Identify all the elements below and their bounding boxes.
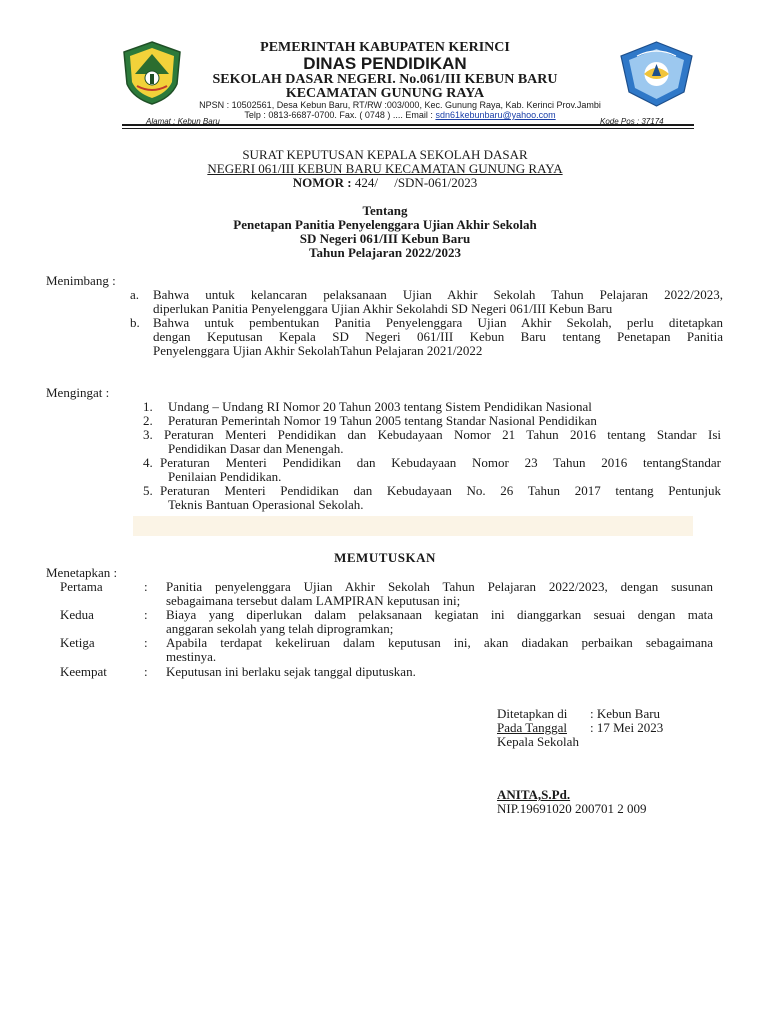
mengingat-item-3: [164, 428, 721, 456]
menimbang-b-line: Bahwa untuk pembentukan Panitia Penyelenggara Ujian Akhir Sekolah, perlu ditetapkan: [153, 315, 723, 330]
letterhead-rule-thin: [122, 128, 694, 129]
mengingat-label: Mengingat :: [46, 385, 110, 400]
menimbang-a-line: diperlukan Panitia Penyelenggara Ujian Akhir Sekolahdi SD Negeri 061/III Kebun Baru: [153, 301, 613, 316]
menimbang-item-a: [153, 288, 723, 316]
tut-wuri-handayani-logo: [619, 40, 694, 108]
mengingat-3-line: Pendidikan Dasar dan Menengah.: [168, 441, 344, 456]
menetapkan-colon: :: [144, 579, 148, 594]
menetapkan-label: Menetapkan :: [46, 565, 118, 580]
mengingat-item-5: [160, 484, 721, 512]
mengingat-4-line: Peraturan Menteri Pendidikan dan Kebudayaan Nomor 23 Tahun 2016 tentangStandar: [160, 455, 721, 470]
letterhead-address-left: Alamat : Kebun Baru: [146, 117, 220, 126]
pertama-line: Panitia penyelenggara Ujian Akhir Sekolah Tahun Pelajaran 2022/2023, dengan susunan: [166, 579, 713, 594]
menetapkan-text-ketiga: [166, 636, 713, 664]
decree-title-line2: NEGERI 061/III KEBUN BARU KECAMATAN GUNUNG RAYA: [207, 161, 563, 176]
mengingat-marker-2: 2.: [143, 413, 153, 428]
menetapkan-term-keempat: Keempat: [60, 664, 107, 679]
menimbang-marker-a: a.: [130, 287, 140, 302]
letterhead-contact-address: NPSN : 10502561, Desa Kebun Baru, RT/RW :003/000, Kec. Gunung Raya, Kab. Kerinci Prov.Jambi: [199, 100, 601, 110]
menetapkan-text-pertama: [166, 580, 713, 608]
menetapkan-term-ketiga: Ketiga: [60, 635, 95, 650]
letterhead-department: DINAS PENDIDIKAN: [303, 54, 467, 73]
sign-date-value: : 17 Mei 2023: [590, 720, 664, 735]
decree-title-line1: SURAT KEPUTUSAN KEPALA SEKOLAH DASAR: [242, 147, 528, 162]
mengingat-item-2: Peraturan Pemerintah Nomor 19 Tahun 2005 tentang Standar Nasional Pendidikan: [168, 413, 597, 428]
memutuskan-heading: MEMUTUSKAN: [334, 550, 436, 565]
ketiga-line: Apabila terdapat kekeliruan dalam keputusan ini, akan diadakan perbaikan sebagaimana: [166, 635, 713, 650]
kedua-line: anggaran sekolah yang telah diprogramkan;: [166, 621, 394, 636]
letterhead-phone-fax: Telp : 0813-6687-0700. Fax. ( 0748 ) .... Email :: [244, 110, 436, 120]
letterhead-government: PEMERINTAH KABUPATEN KERINCI: [260, 40, 510, 55]
sign-date-row: [497, 721, 675, 735]
subject-line2: SD Negeri 061/III Kebun Baru: [299, 231, 471, 246]
mengingat-item-4: [160, 456, 721, 484]
letterhead-district: KECAMATAN GUNUNG RAYA: [285, 86, 485, 101]
menetapkan-text-keempat: Keputusan ini berlaku sejak tanggal diputuskan.: [166, 664, 416, 679]
menimbang-marker-b: b.: [130, 315, 140, 330]
letterhead-postal-code: Kode Pos : 37174: [600, 117, 664, 126]
letterhead-school: SEKOLAH DASAR NEGERI. No.061/III KEBUN BARU: [212, 72, 558, 87]
mengingat-marker-3: 3.: [143, 427, 153, 442]
mengingat-marker-5: 5.: [143, 483, 153, 498]
menetapkan-colon: :: [144, 635, 148, 650]
menetapkan-colon: :: [144, 664, 148, 679]
mengingat-5-line: Peraturan Menteri Pendidikan dan Kebudayaan No. 26 Tahun 2017 tentang Pentunjuk: [160, 483, 721, 498]
decree-number-label: NOMOR :: [292, 175, 355, 190]
sign-place-value: : Kebun Baru: [590, 706, 661, 721]
decree-number: [160, 176, 610, 190]
mengingat-item-1: Undang – Undang RI Nomor 20 Tahun 2003 tentang Sistem Pendidikan Nasional: [168, 399, 592, 414]
menetapkan-text-kedua: [166, 608, 713, 636]
mengingat-marker-1: 1.: [143, 399, 153, 414]
menetapkan-colon: :: [144, 607, 148, 622]
menimbang-item-b: [153, 316, 723, 358]
menetapkan-term-pertama: Pertama: [60, 579, 103, 594]
menimbang-b-line: dengan Keputusan Kepala SD Negeri 061/III Kebun Baru tentang Penetapan Panitia: [153, 329, 723, 344]
sign-position: Kepala Sekolah: [497, 734, 579, 749]
highlight-band: [133, 516, 693, 536]
sign-place-label: Ditetapkan di: [497, 706, 568, 721]
mengingat-marker-4: 4.: [143, 455, 153, 470]
kedua-line: Biaya yang diperlukan dalam pelaksanaan kegiatan ini dianggarkan sesuai dengan mata: [166, 607, 713, 622]
subject-line1: Penetapan Panitia Penyelenggara Ujian Akhir Sekolah: [233, 217, 537, 232]
subject-tentang: Tentang: [362, 203, 408, 218]
decree-number-value: 424/ /SDN-061/2023: [354, 175, 478, 190]
mengingat-4-line: Penilaian Pendidikan.: [168, 469, 282, 484]
sign-nip: NIP.19691020 200701 2 009: [497, 801, 647, 816]
sign-name: ANITA,S.Pd.: [497, 787, 571, 802]
menimbang-b-line: Penyelenggara Ujian Akhir SekolahTahun Pelajaran 2021/2022: [153, 343, 483, 358]
letterhead-email-link[interactable]: sdn61kebunbaru@yahoo.com: [435, 110, 556, 120]
mengingat-5-line: Teknis Bantuan Operasional Sekolah.: [168, 497, 364, 512]
sign-date-label: Pada Tanggal: [497, 720, 567, 735]
pertama-line: sebagaimana tersebut dalam LAMPIRAN keputusan ini;: [166, 593, 461, 608]
subject-line3: Tahun Pelajaran 2022/2023: [309, 245, 461, 260]
menimbang-a-line: Bahwa untuk kelancaran pelaksanaan Ujian Akhir Sekolah Tahun Pelajaran 2022/2023,: [153, 287, 723, 302]
ketiga-line: mestinya.: [166, 649, 217, 664]
menimbang-label: Menimbang :: [46, 273, 116, 288]
menetapkan-term-kedua: Kedua: [60, 607, 94, 622]
letterhead-contact-phone: [180, 110, 620, 120]
mengingat-3-line: Peraturan Menteri Pendidikan dan Kebudayaan Nomor 21 Tahun 2016 tentang Standar Isi: [164, 427, 721, 442]
